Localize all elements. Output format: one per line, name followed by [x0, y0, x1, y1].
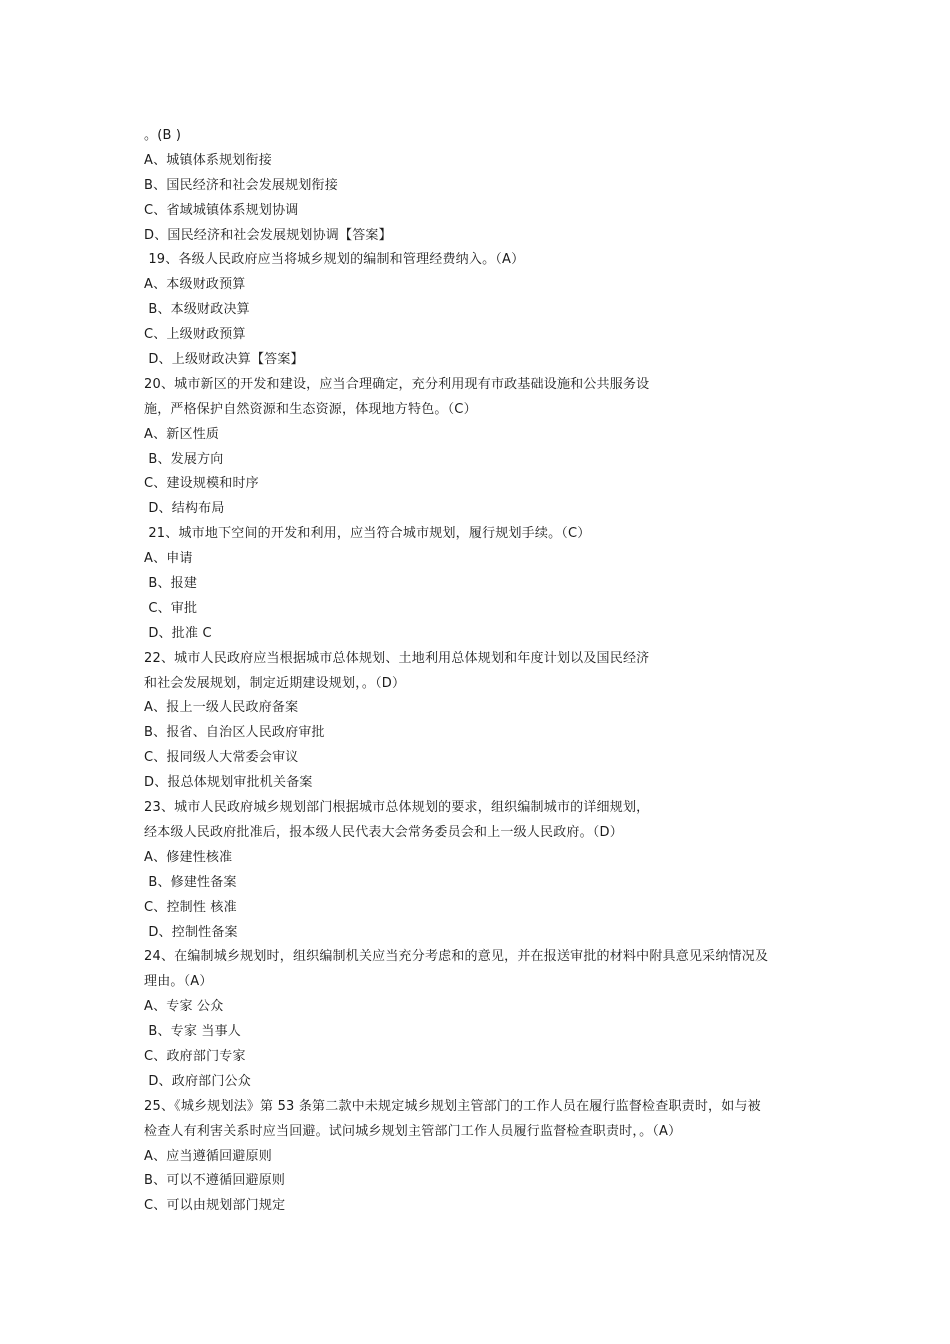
option-d: D、批准 C — [144, 625, 212, 641]
option-b: B、本级财政决算 — [144, 302, 250, 318]
option-d: D、报总体规划审批机关备案 — [144, 775, 313, 791]
question-22-continued: 和社会发展规划，制定近期建设规划，。（D） — [144, 675, 406, 691]
option-c: C、建设规模和时序 — [144, 476, 259, 492]
option-b: B、修建性备案 — [144, 874, 237, 890]
question-20-continued: 施，严格保护自然资源和生态资源，体现地方特色。（C） — [144, 401, 477, 417]
option-b: B、发展方向 — [144, 451, 224, 467]
option-b: B、报省、自治区人民政府审批 — [144, 725, 325, 741]
question-22: 22、城市人民政府应当根据城市总体规划、土地利用总体规划和年度计划以及国民经济 — [144, 650, 650, 666]
question-23-continued: 经本级人民政府批准后，报本级人民代表大会常务委员会和上一级人民政府。（D） — [144, 824, 623, 840]
question-25-continued: 检查人有利害关系时应当回避。试问城乡规划主管部门工作人员履行监督检查职责时，。（A） — [144, 1123, 682, 1139]
option-b: B、国民经济和社会发展规划衔接 — [144, 177, 338, 193]
question-20: 20、城市新区的开发和建设，应当合理确定，充分利用现有市政基础设施和公共服务设 — [144, 376, 650, 392]
question-19: 19、各级人民政府应当将城乡规划的编制和管理经费纳入。（A） — [144, 252, 525, 268]
option-d: D、上级财政决算【答案】 — [144, 352, 304, 368]
option-a: A、修建性核准 — [144, 849, 233, 865]
option-b: B、可以不遵循回避原则 — [144, 1173, 286, 1189]
option-c: C、上级财政预算 — [144, 327, 246, 343]
option-c: C、可以由规划部门规定 — [144, 1198, 286, 1214]
text-line-prev-answer: 。(B ) — [144, 128, 182, 143]
option-c: C、控制性 核准 — [144, 899, 237, 915]
option-c: C、审批 — [144, 600, 198, 616]
option-b: B、报建 — [144, 576, 198, 592]
option-c: C、政府部门专家 — [144, 1048, 246, 1064]
question-23: 23、城市人民政府城乡规划部门根据城市总体规划的要求，组织编制城市的详细规划， — [144, 800, 650, 816]
option-a: A、应当遵循回避原则 — [144, 1148, 272, 1164]
option-a: A、专家 公众 — [144, 999, 224, 1015]
option-d: D、结构布局 — [144, 501, 225, 517]
question-21: 21、城市地下空间的开发和利用，应当符合城市规划，履行规划手续。（C） — [144, 526, 591, 542]
question-25: 25、《城乡规划法》第 53 条第二款中未规定城乡规划主管部门的工作人员在履行监督检查职责时，如与被 — [144, 1098, 761, 1114]
option-a: A、城镇体系规划衔接 — [144, 152, 272, 168]
option-d: D、政府部门公众 — [144, 1073, 251, 1089]
question-24: 24、在编制城乡规划时，组织编制机关应当充分考虑和的意见，并在报送审批的材料中附具意见采纳情况及 — [144, 949, 769, 965]
option-a: A、申请 — [144, 551, 193, 567]
option-a: A、新区性质 — [144, 426, 220, 442]
option-a: A、报上一级人民政府备案 — [144, 700, 299, 716]
option-b: B、专家 当事人 — [144, 1024, 241, 1040]
question-text-block — [144, 124, 814, 1219]
option-a: A、本级财政预算 — [144, 277, 246, 293]
option-d: D、国民经济和社会发展规划协调【答案】 — [144, 227, 392, 243]
option-c: C、省域城镇体系规划协调 — [144, 202, 299, 218]
option-c: C、报同级人大常委会审议 — [144, 750, 299, 766]
option-d: D、控制性备案 — [144, 924, 238, 940]
question-24-continued: 理由。（A） — [144, 974, 213, 990]
